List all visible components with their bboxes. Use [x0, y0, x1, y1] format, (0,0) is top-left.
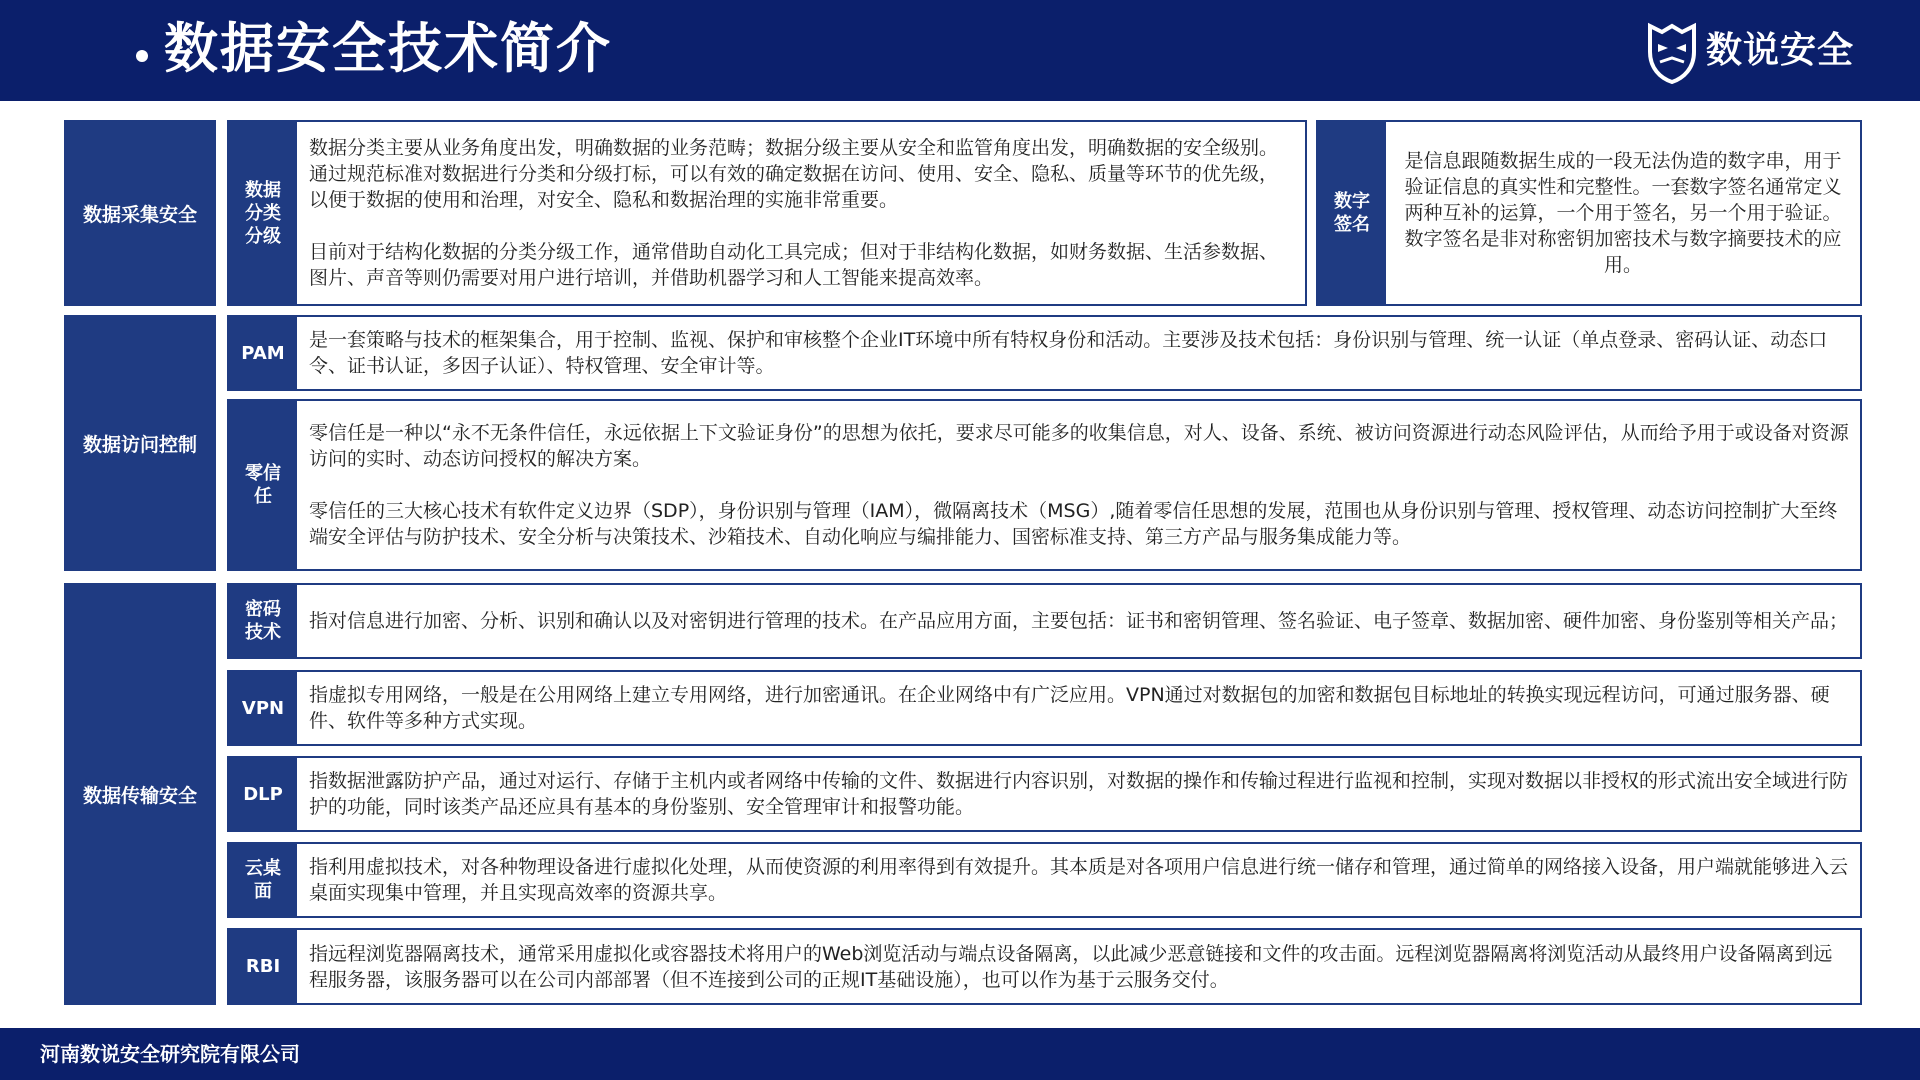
item-label-text: 数据分类分级 [245, 179, 281, 247]
section-label-text: 数据采集安全 [82, 203, 197, 226]
item-content-classification [297, 122, 1305, 304]
item-paragraph: 目前对于结构化数据的分类分级工作，通常借助自动化工具完成；但对于非结构化数据，如财务数据、生活参数据、图片、声音等则仍需要对用户进行培训，并借助机器学习和人工智能来提高效率。 [309, 241, 1279, 289]
page-title: 数据安全技术简介 [164, 17, 612, 80]
footer-bar [0, 1028, 1920, 1080]
item-label-text: RBI [245, 956, 281, 977]
shield-mask-icon [1644, 18, 1700, 84]
item-label-text: 零信任 [245, 463, 281, 507]
item-label-text: VPN [241, 697, 285, 719]
item-label-text: 数字签名 [1334, 191, 1370, 235]
item-box-vpn [227, 670, 1862, 746]
item-label-zero-trust [229, 401, 297, 569]
item-box-cloud-desktop [227, 842, 1862, 918]
item-label-digital-signature [1318, 122, 1386, 304]
item-label-dlp [229, 758, 297, 830]
item-content-zero-trust [297, 401, 1860, 569]
item-paragraph: 指数据泄露防护产品，通过对运行、存储于主机内或者网络中传输的文件、数据进行内容识别，对数据的操作和传输过程进行监视和控制，实现对数据以非授权的形式流出安全域进行防护的功能，同时该类产品还应具有基本的身份鉴别、安全管理审计和报警功能。 [309, 770, 1849, 818]
item-paragraph: 指对信息进行加密、分析、识别和确认以及对密钥进行管理的技术。在产品应用方面，主要包括：证书和密钥管理、签名验证、电子签章、数据加密、硬件加密、身份鉴别等相关产品； [309, 610, 1849, 632]
item-content-dlp [297, 758, 1860, 830]
item-paragraph: 零信任是一种以“永不无条件信任，永远依据上下文验证身份”的思想为依托，要求尽可能多的收集信息，对人、设备、系统、被访问资源进行动态风险评估，从而给予用于或设备对资源访问的实时、动态访问授权的解决方案。 [309, 422, 1849, 470]
section-label-text: 数据传输安全 [82, 784, 197, 807]
item-box-cryptography [227, 583, 1862, 659]
item-box-pam [227, 315, 1862, 391]
item-box-rbi [227, 928, 1862, 1005]
section-label-transmission [64, 583, 216, 1005]
item-content-cryptography [297, 585, 1860, 657]
item-content-cloud-desktop [297, 844, 1860, 916]
title-bullet-icon [136, 50, 148, 62]
item-content-vpn [297, 672, 1860, 744]
company-name: 河南数说安全研究院有限公司 [40, 1042, 300, 1066]
brand-logo [1644, 18, 1870, 84]
item-label-cloud-desktop [229, 844, 297, 916]
item-paragraph: 指远程浏览器隔离技术，通常采用虚拟化或容器技术将用户的Web浏览活动与端点设备隔离，以此减少恶意链接和文件的攻击面。远程浏览器隔离将浏览活动从最终用户设备隔离到远程服务器，该服务器可以在公司内部部署（但不连接到公司的正规IT基础设施），也可以作为基于云服务交付。 [309, 942, 1833, 991]
item-content-digital-signature [1386, 122, 1860, 304]
item-paragraph: 指虚拟专用网络，一般是在公用网络上建立专用网络，进行加密通讯。在企业网络中有广泛应用。VPN通过对数据包的加密和数据包目标地址的转换实现远程访问，可通过服务器、硬件、软件等多种方式实现。 [309, 684, 1830, 732]
item-label-cryptography [229, 585, 297, 657]
item-paragraph: 是一套策略与技术的框架集合，用于控制、监视、保护和审核整个企业IT环境中所有特权身份和活动。主要涉及技术包括：身份识别与管理、统一认证（单点登录、密码认证、动态口令、证书认证，多因子认证）、特权管理、安全审计等。 [309, 329, 1828, 377]
brand-name: 数说安全 [1706, 30, 1855, 71]
item-label-text: PAM [241, 342, 285, 364]
item-label-rbi [229, 930, 297, 1003]
item-paragraph: 指利用虚拟技术，对各种物理设备进行虚拟化处理，从而使资源的利用率得到有效提升。其本质是对各项用户信息进行统一储存和管理，通过简单的网络接入设备，用户端就能够进入云桌面实现集中管理，并且实现高效率的资源共享。 [309, 856, 1849, 904]
item-box-digital-signature [1316, 120, 1862, 306]
item-label-text: 密码技术 [245, 599, 281, 643]
item-box-classification [227, 120, 1307, 306]
item-paragraph: 零信任的三大核心技术有软件定义边界（SDP），身份识别与管理（IAM），微隔离技术（MSG）,随着零信任思想的发展，范围也从身份识别与管理、授权管理、动态访问控制扩大至终端安全评估与防护技术、安全分析与决策技术、沙箱技术、自动化响应与编排能力、国密标准支持、第三方产品与服务集成能力等。 [309, 500, 1838, 548]
item-paragraph: 数据分类主要从业务角度出发，明确数据的业务范畴；数据分级主要从安全和监管角度出发，明确数据的安全级别。通过规范标准对数据进行分类和分级打标，可以有效的确定数据在访问、使用、安全、隐私、质量等环节的优先级，以便于数据的使用和治理，对安全、隐私和数据治理的实施非常重要。 [309, 137, 1279, 211]
section-label-access [64, 315, 216, 571]
item-content-pam [297, 317, 1860, 389]
item-box-zero-trust [227, 399, 1862, 571]
item-label-classification [229, 122, 297, 304]
item-label-vpn [229, 672, 297, 744]
item-box-dlp [227, 756, 1862, 832]
section-label-collection [64, 120, 216, 306]
header-bar [0, 0, 1920, 101]
section-label-text: 数据访问控制 [82, 433, 197, 456]
item-label-text: 云桌面 [245, 858, 281, 902]
item-content-rbi [297, 930, 1860, 1003]
item-label-text: DLP [243, 783, 283, 805]
item-label-pam [229, 317, 297, 389]
item-paragraph: 是信息跟随数据生成的一段无法伪造的数字串，用于验证信息的真实性和完整性。一套数字签名通常定义两种互补的运算，一个用于签名，另一个用于验证。数字签名是非对称密钥加密技术与数字摘要技术的应用。 [1404, 150, 1842, 276]
